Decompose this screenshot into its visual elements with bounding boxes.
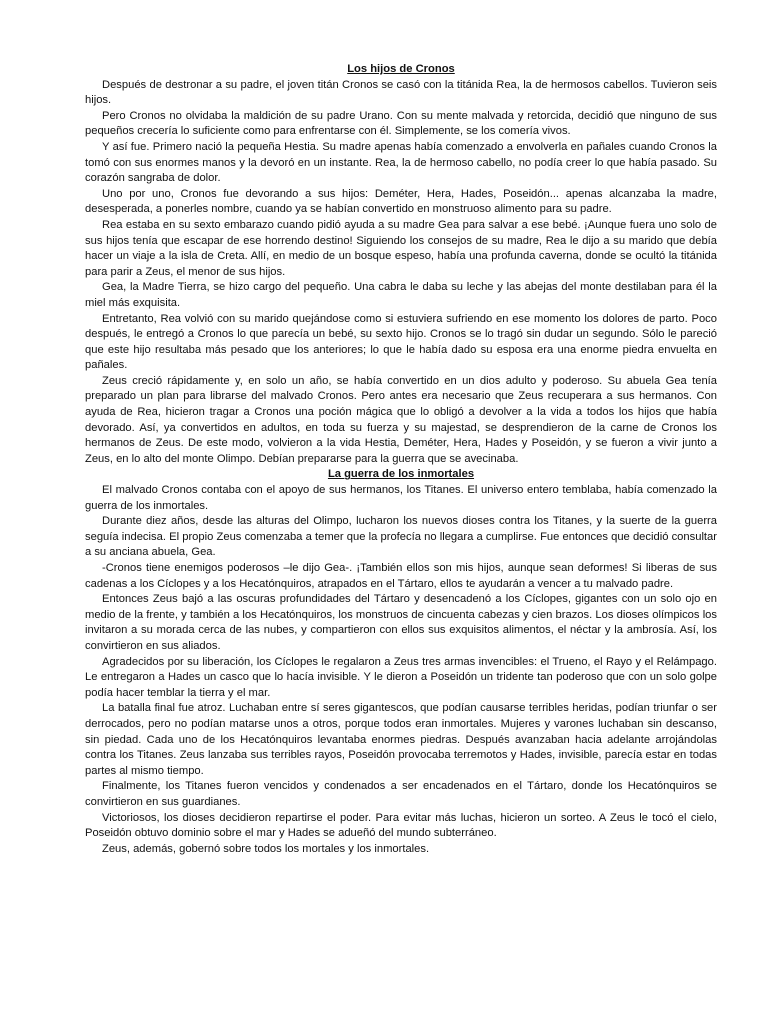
paragraph: Agradecidos por su liberación, los Cíclopes le regalaron a Zeus tres armas invencibles: el Trueno, el Rayo y el Relámpago. Le entregaron a Hades un casco que lo hacía invisible. Y le dieron a Poseidón un tridente tan poderoso que con un solo golpe podía hacer temblar la tierra y el mar. (85, 655, 717, 699)
paragraph: Finalmente, los Titanes fueron vencidos y condenados a ser encadenados en el Tártaro, donde los Hecatónquiros se convirtieron en sus guardianes. (85, 780, 717, 808)
paragraph: La batalla final fue atroz. Luchaban entre sí seres gigantescos, que podían causarse terribles heridas, podían triunfar o ser derrocados, pero no podían matarse unos a otros, porque todos eran inmortales. Mujeres y varones luchaban sin descanso, sin piedad. Cada uno de los Hecatónquiros levantaba enormes piedras. Después avanzaban hacia adelante arrojándolas contra los Titanes. Zeus lanzaba sus terribles rayos, Poseidón provocaba terremotos y Hades, invisible, parecía estar en todas partes al mismo tiempo. (85, 702, 717, 777)
paragraph: Zeus creció rápidamente y, en solo un año, se había convertido en un dios adulto y poderoso. Su abuela Gea tenía preparado un plan para librarse del malvado Cronos. Pero antes era necesario que Zeus recuperara a sus hermanos. Con ayuda de Rea, hicieron tragar a Cronos una poción mágica que lo obligó a devolver a la vida a todos los hijos que había devorado. Así, ya convertidos en adultos, en toda su fuerza y su majestad, se desprendieron de la carne de Cronos los hermanos de Zeus. De este modo, volvieron a la vida Hestia, Deméter, Hera, Hades y Poseidón, y se fueron a vivir junto a Zeus, en lo alto del monte Olimpo. Debían prepararse para la guerra que se avecinaba. (85, 374, 717, 465)
section-title-guerra-inmortales: La guerra de los inmortales (327, 468, 475, 481)
paragraph: Durante diez años, desde las alturas del Olimpo, lucharon los nuevos dioses contra los Titanes, y la suerte de la guerra seguía indecisa. El propio Zeus comenzaba a temer que la profecía no llegara a cumplirse. Fue entonces que decidió consultar a su anciana abuela, Gea. (85, 515, 717, 559)
paragraph: El malvado Cronos contaba con el apoyo de sus hermanos, los Titanes. El universo entero temblaba, había comenzado la guerra de los inmortales. (85, 484, 717, 512)
paragraph: Entretanto, Rea volvió con su marido quejándose como si estuviera sufriendo en ese momento los dolores de parto. Poco después, le entregó a Cronos lo que parecía un bebé, su sexto hijo. Cronos se lo tragó sin dudar un segundo. Sólo le pareció que este hijo resultaba más pesado que los anteriores; lo que le había dado su esposa era una enorme piedra envuelta en pañales. (85, 312, 717, 372)
paragraph: -Cronos tiene enemigos poderosos –le dijo Gea-. ¡También ellos son mis hijos, aunque sean deformes! Si liberas de sus cadenas a los Cíclopes y a los Hecatónquiros, atrapados en el Tártaro, ellos te ayudarán a vencer a tu malvado padre. (85, 562, 717, 590)
paragraph: Uno por uno, Cronos fue devorando a sus hijos: Deméter, Hera, Hades, Poseidón... apenas alcanzaba la madre, desesperada, a ponerles nombre, cuando ya se habían convertido en monstruoso alimento para su padre. (85, 187, 717, 216)
paragraph: Gea, la Madre Tierra, se hizo cargo del pequeño. Una cabra le daba su leche y las abejas del monte destilaban para él la miel más exquisita. (85, 281, 717, 309)
paragraph: Pero Cronos no olvidaba la maldición de su padre Urano. Con su mente malvada y retorcida, decidió que ninguno de sus pequeños crecería lo suficiente como para enfrentarse con él. Simplemente, se los comería vivos. (85, 109, 717, 138)
document-page (85, 62, 717, 857)
paragraph: Zeus, además, gobernó sobre todos los mortales y los inmortales. (102, 842, 430, 855)
paragraph: Rea estaba en su sexto embarazo cuando pidió ayuda a su madre Gea para salvar a ese bebé. ¡Aunque fuera uno solo de sus hijos tenía que escapar de ese horrendo destino! Siguiendo los consejos de su madre, Rea le dijo a su marido que debía hacer un viaje a la isla de Creta. Allí, en medio de un bosque espeso, había una profunda caverna, donde se ocultó la titánida para parir a Zeus, el menor de sus hijos. (85, 218, 717, 278)
paragraph: Después de destronar a su padre, el joven titán Cronos se casó con la titánida Rea, la de hermosos cabellos. Tuvieron seis hijos. (85, 78, 717, 107)
paragraph: Victoriosos, los dioses decidieron repartirse el poder. Para evitar más luchas, hicieron un sorteo. A Zeus le tocó el cielo, Poseidón obtuvo dominio sobre el mar y Hades se adueñó del mundo subterráneo. (85, 811, 717, 840)
paragraph: Entonces Zeus bajó a las oscuras profundidades del Tártaro y desencadenó a los Cíclopes, gigantes con un solo ojo en medio de la frente, y también a los Hecatónquiros, los monstruos de cincuenta cabezas y cien brazos. Los dioses olímpicos los invitaron a su morada cerca de las nubes, y compartieron con ellos sus exquisitos alimentos, el néctar y la ambrosía. Así, los convirtieron en sus aliados. (85, 593, 717, 652)
paragraph: Y así fue. Primero nació la pequeña Hestia. Su madre apenas había comenzado a envolverla en pañales cuando Cronos la tomó con sus enormes manos y la devoró en un instante. Rea, la de hermoso cabello, no podía creer lo que había pasado. Su corazón sangraba de dolor. (85, 140, 717, 185)
section-title-hijos-de-cronos: Los hijos de Cronos (347, 63, 455, 75)
